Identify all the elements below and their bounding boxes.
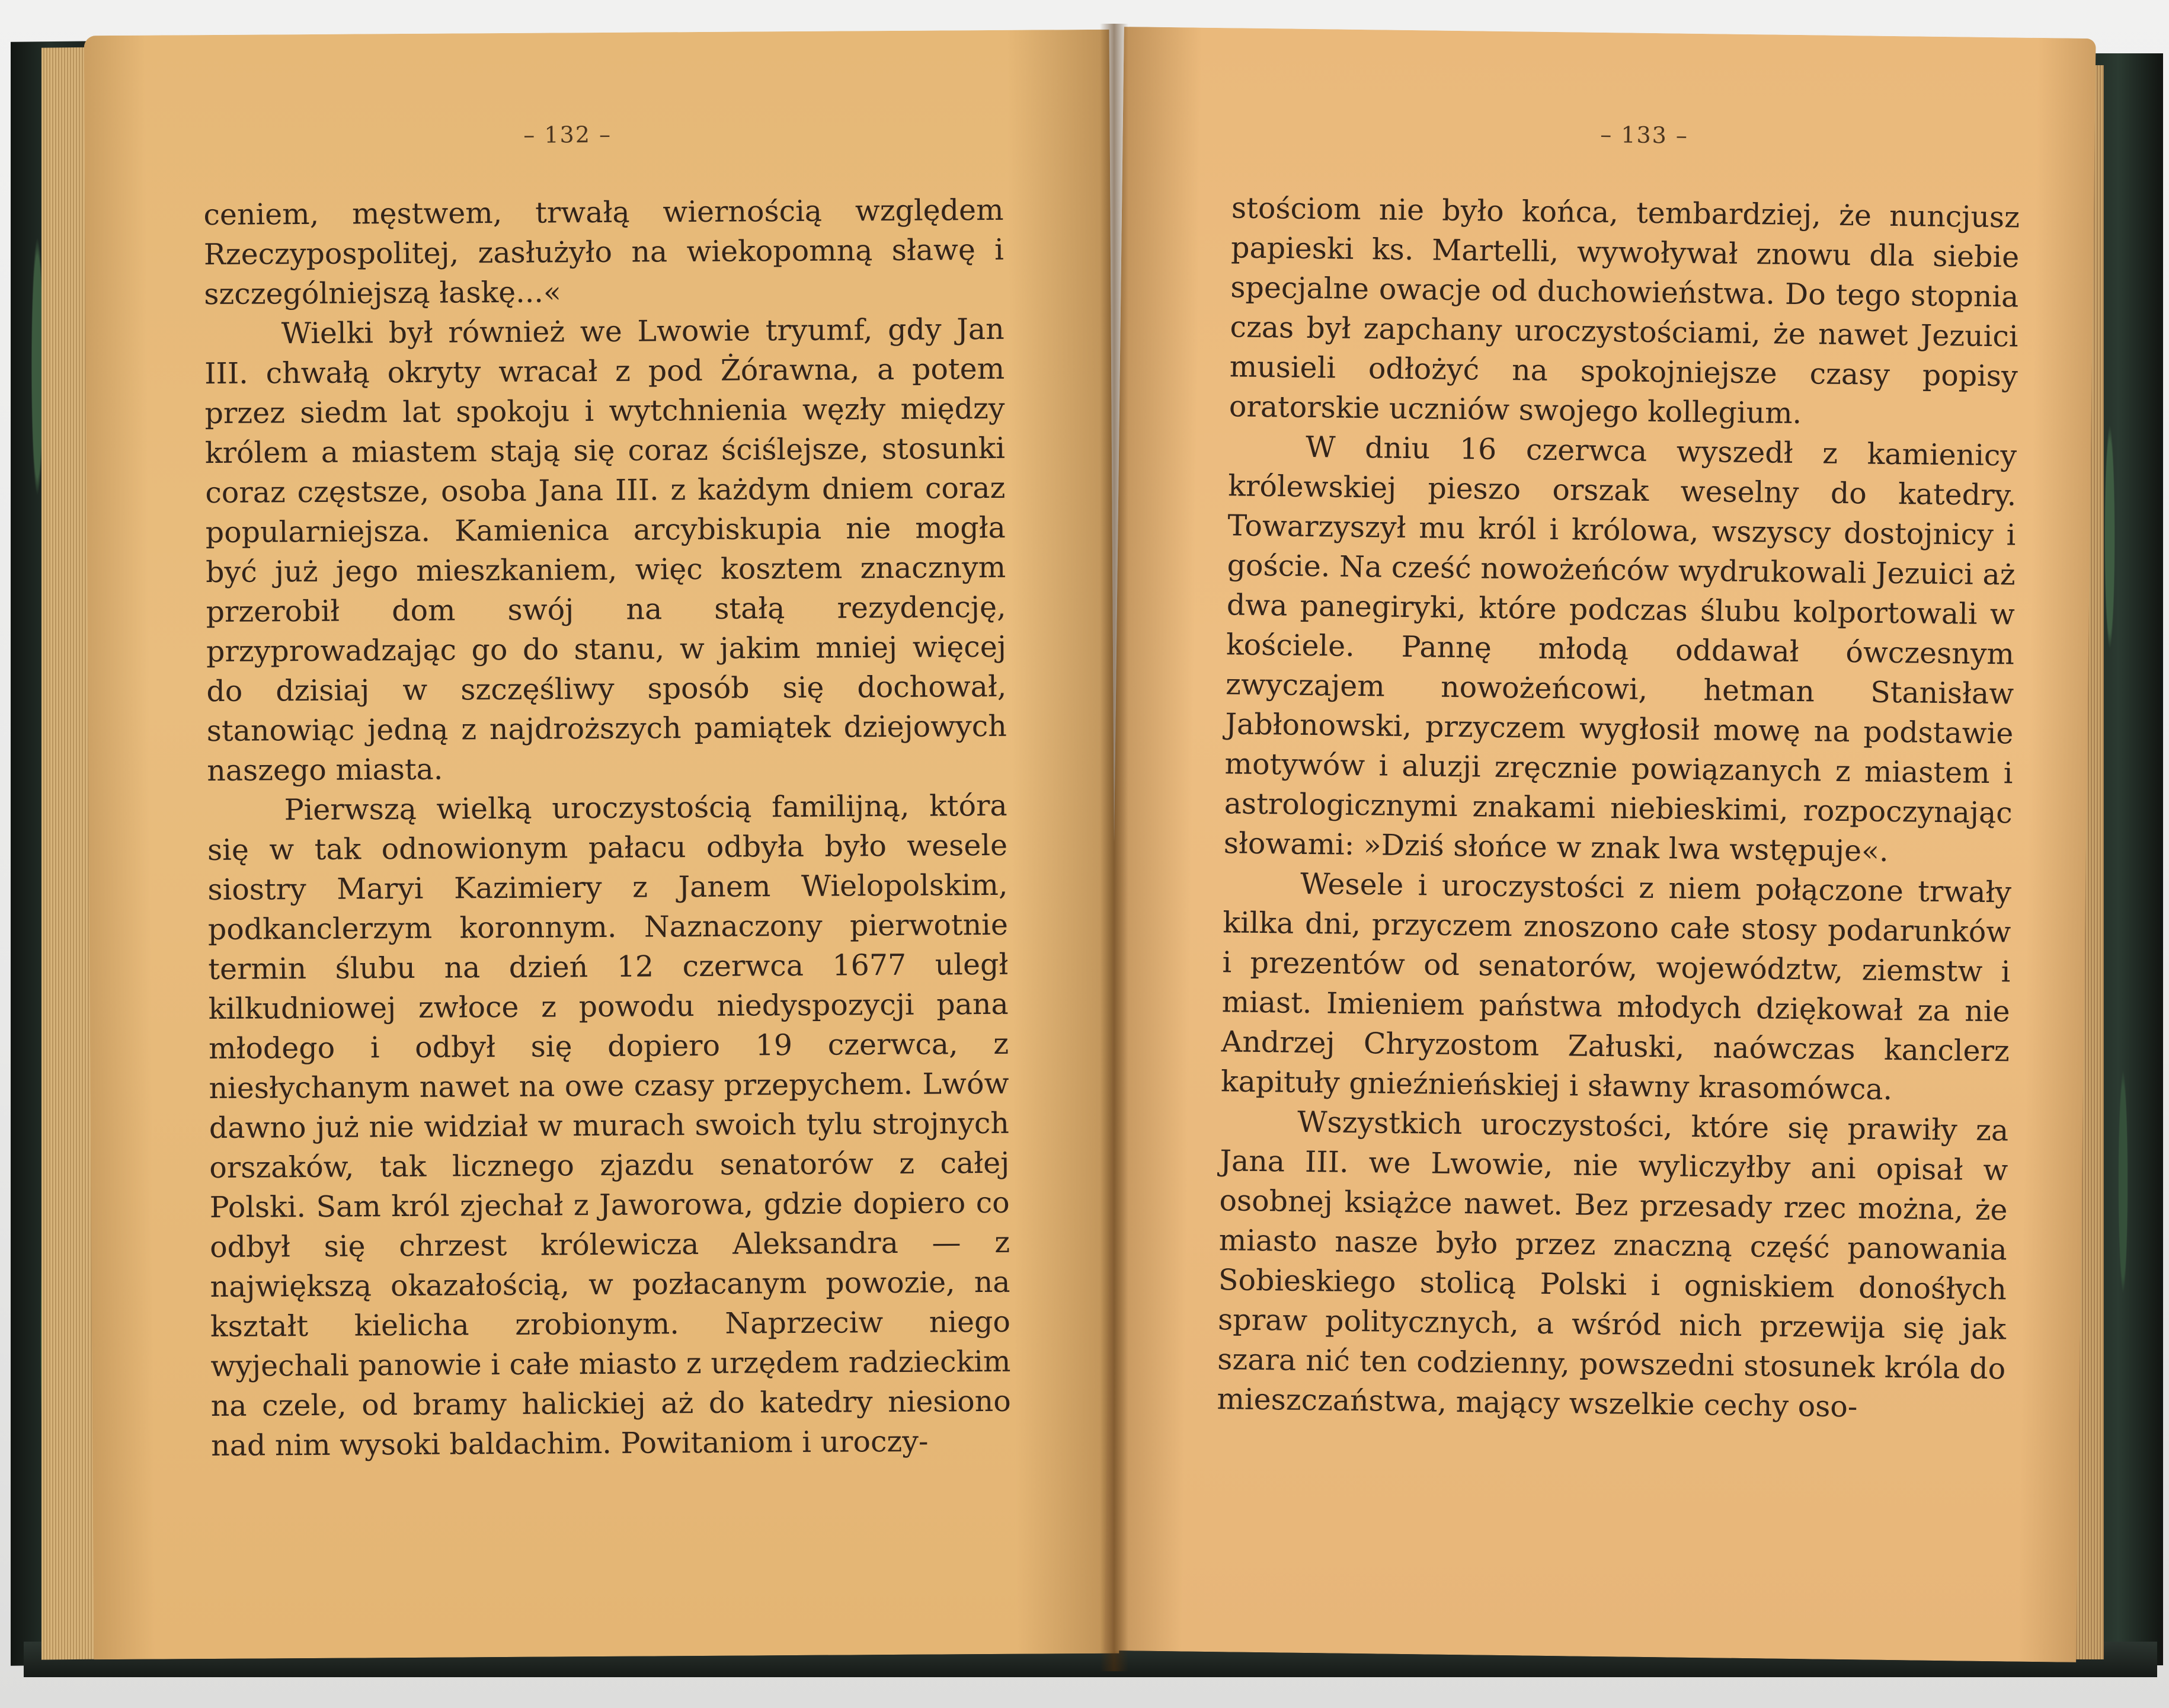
left-page	[84, 30, 1119, 1660]
page-number-right: – 133 –	[1600, 121, 1689, 149]
paragraph: Wesele i uroczystości z niem połączone trwały kilka dni, przyczem znoszono całe stosy podarunków i prezentów od senatorów, województw, ziemstw i miast. Imieniem państwa młodych dziękował za nie Andrzej Chryzostom Załuski, naówczas kanclerz kapituły gnieźnieńskiej i sławny krasomówca.	[1220, 866, 2012, 1107]
right-page	[1104, 27, 2096, 1662]
paragraph: stościom nie było końca, tembardziej, że nuncjusz papieski ks. Martelli, wywoływał znowu dla siebie specjalne owacje od duchowieństwa. Do tego stopnia czas był zapchany uroczystościami, że nawet Jezuici musieli odłożyć na spokojniejsze czasy popisy oratorskie uczniów swojego kollegium.	[1229, 191, 2020, 431]
paragraph: W dniu 16 czerwca wyszedł z kamienicy królewskiej pieszo orszak weselny do katedry. Towarzyszył mu król i królowa, wszyscy dostojnicy i goście. Na cześć nowożeńców wydrukowali Jezuici aż dwa panegiryki, które podczas ślubu kolportowali w kościele. Pannę młodą oddawał ówczesnym zwyczajem nowożeńcowi, hetman Stanisław Jabłonowski, przyczem wygłosił mowę na podstawie motywów i aluzji zręcznie powiązanych z miastem i astrologicznymi znakami niebieskimi, rozpoczynając słowami: »Dziś słońce w znak lwa wstępuje«.	[1223, 430, 2017, 868]
right-page-text	[1217, 188, 2020, 1428]
paragraph: Wszystkich uroczystości, które się prawiły za Jana III. we Lwowie, nie wyliczyłby ani opisał w osobnej książce nawet. Bez przesady rzec można, że miasto nasze było przez znaczną część panowania Sobieskiego stolicą Polski i ogniskiem donośłych spraw politycznych, a wśród nich przewija się jak szara nić ten codzienny, powszedni stosunek króla do mieszczaństwa, mający wszelkie cechy oso-	[1217, 1105, 2009, 1424]
paragraph: ceniem, męstwem, trwałą wiernością względem Rzeczypospolitej, zasłużyło na wiekopomną sławę i szczególniejszą łaskę...«	[203, 193, 1004, 312]
paragraph: Wielki był również we Lwowie tryumf, gdy Jan III. chwałą okryty wracał z pod Żórawna, a potem przez siedm lat spokoju i wytchnienia węzły między królem a miastem stają się coraz ściślejsze, stosunki coraz częstsze, osoba Jana III. z każdym dniem coraz popularniejsza. Kamienica arcybiskupia nie mogła być już jego mieszkaniem, więc kosztem znacznym przerobił dom swój na stałą rezydencję, przyprowadzając go do stanu, w jakim mniej więcej do dzisiaj w szczęśliwy sposób się dochował, stanowiąc jedną z najdroższych pamiątek dziejowych naszego miasta.	[204, 312, 1007, 788]
paragraph: Pierwszą wielką uroczystością familijną, która się w tak odnowionym pałacu odbyła było wesele siostry Maryi Kazimiery z Janem Wielopolskim, podkanclerzym koronnym. Naznaczony pierwotnie termin ślubu na dzień 12 czerwca 1677 uległ kilkudniowej zwłoce z powodu niedyspozycji pana młodego i odbył się dopiero 19 czerwca, z niesłychanym nawet na owe czasy przepychem. Lwów dawno już nie widział w murach swoich tylu strojnych orszaków, tak licznego zjazdu senatorów z całej Polski. Sam król zjechał z Jaworowa, gdzie dopiero co odbył się chrzest królewicza Aleksandra — z największą okazałością, w pozłacanym powozie, na kształt kielicha zrobionym. Naprzeciw niego wyjechali panowie i całe miasto z urzędem radzieckim na czele, od bramy halickiej aż do katedry niesiono nad nim wysoki baldachim. Powitaniom i uroczy-	[207, 788, 1011, 1463]
page-number-left: – 132 –	[523, 121, 612, 148]
left-page-text	[203, 190, 1011, 1466]
book-gutter	[1100, 24, 1128, 1671]
